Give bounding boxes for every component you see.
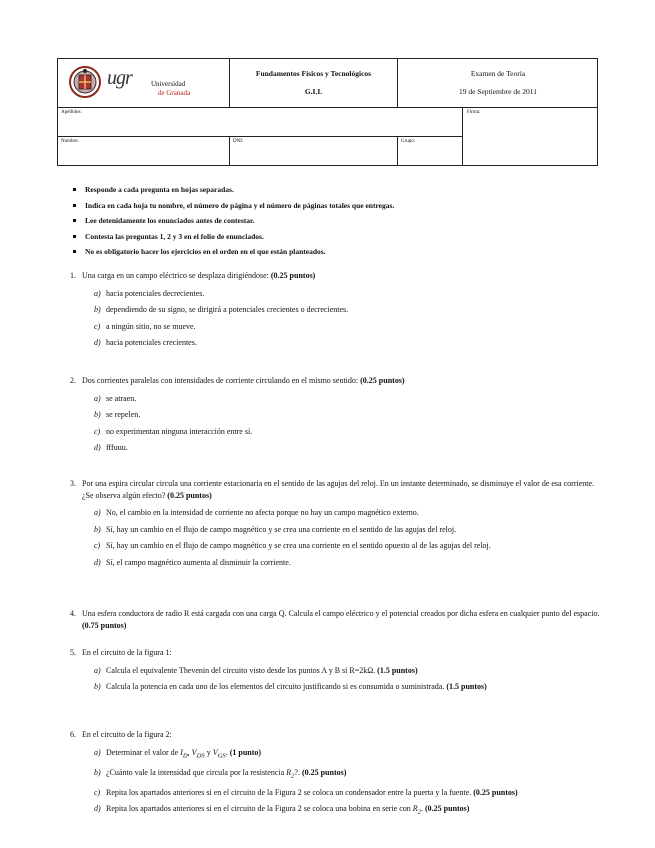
option-a[interactable]	[94, 288, 600, 299]
apellidos-field[interactable]: Apellidos:	[61, 110, 82, 115]
header-divider	[58, 107, 597, 108]
option-letter: b)	[94, 524, 101, 534]
instruction-item: Responde a cada pregunta en hojas separadas.	[73, 184, 593, 200]
option-b[interactable]	[94, 524, 600, 535]
option-letter: c)	[94, 426, 101, 436]
question-statement: Dos corrientes paralelas con intensidades de corriente circulando en el mismo sentido:	[82, 376, 359, 385]
option-letter: d)	[94, 338, 101, 347]
option-a[interactable]	[94, 665, 600, 676]
question-text	[82, 270, 600, 282]
math-separator: y	[204, 747, 213, 757]
question-text	[82, 647, 600, 659]
grupo-field[interactable]: Grupo:	[401, 139, 416, 144]
math-subscript: 2	[417, 808, 421, 816]
question-number: 3.	[70, 479, 76, 488]
option-letter: a)	[94, 665, 101, 675]
question-text	[82, 375, 600, 387]
option-letter: a)	[94, 508, 101, 517]
exam-type: Examen de Teoría	[470, 69, 526, 78]
option-text: ?.	[294, 767, 300, 777]
option-letter: b)	[94, 767, 101, 777]
question-number: 4.	[70, 609, 76, 618]
exam-header-table	[57, 58, 598, 166]
option-text: Sí, hay un cambio en el flujo de campo magnético y se crea una corriente en el sentido opuesto al de las agujas del reloj.	[106, 541, 491, 550]
university-crest-icon	[67, 65, 103, 99]
option-a[interactable]	[94, 393, 600, 404]
dni-field[interactable]: DNI:	[233, 139, 244, 144]
math-symbol: R	[286, 767, 292, 777]
question-statement: Una esfera conductora de radio R está cargada con una carga Q. Calcula el campo eléctrico y el potencial creados por dicha esfera en cualquier punto del espacio.	[82, 609, 600, 618]
question-4	[70, 608, 600, 631]
question-text	[82, 608, 600, 631]
option-points: (1.5 puntos)	[446, 682, 487, 691]
option-text: No, el cambio en la intensidad de corriente no afecta porque no hay un campo magnético externo.	[106, 508, 419, 517]
university-name-line1: Universidad	[151, 80, 186, 88]
options-list	[94, 507, 600, 568]
option-text: Calcula la potencia en cada uno de los elementos del circuito justificando si es consumida o suministrada.	[106, 682, 445, 691]
question-statement: En el circuito de la figura 2:	[82, 730, 172, 739]
question-statement: Por una espira circular circula una corriente estacionaria en el sentido de las agujas del reloj. En un instante determinado, se disminuye el valor de esa corriente. ¿Se observa algún efecto?	[82, 479, 595, 500]
course-code: G.I.I.	[304, 87, 323, 96]
option-c[interactable]	[94, 787, 600, 798]
option-points: (1 punto)	[229, 747, 262, 757]
header-divider	[462, 107, 463, 165]
question-number: 1.	[70, 271, 76, 280]
options-list	[94, 393, 600, 454]
option-letter: d)	[94, 804, 101, 814]
option-a[interactable]	[94, 507, 600, 518]
question-points: (0.25 puntos)	[270, 271, 316, 280]
option-text: se atraen.	[106, 393, 137, 403]
instruction-item: Indica en cada hoja tu nombre, el número de página y el número de páginas totales que entregas.	[73, 200, 593, 216]
option-letter: c)	[94, 541, 101, 550]
option-text: no experimentan ninguna interacción entre sí.	[106, 426, 253, 436]
option-a[interactable]	[94, 747, 600, 762]
option-text: hacia potenciales crecientes.	[106, 338, 197, 347]
math-id	[180, 747, 188, 760]
option-text: Calcula el equivalente Thevenin del circuito visto desde los puntos A y B si R=2kΩ.	[106, 665, 376, 675]
option-points: (1.5 puntos)	[377, 665, 418, 675]
option-letter: b)	[94, 682, 101, 691]
instruction-item: Lee detenidamente los enunciados antes de contestar.	[73, 215, 593, 231]
option-text: .	[225, 747, 228, 757]
math-subscript: DS	[196, 752, 205, 760]
option-points: (0.25 puntos)	[425, 804, 470, 814]
option-letter: b)	[94, 410, 101, 419]
option-text: Repita los apartados anteriores si en el circuito de la Figura 2 se coloca un condensador entre la puerta y la fuente.	[106, 787, 472, 797]
options-list	[94, 747, 600, 818]
instruction-item: Contesta las preguntas 1, 2 y 3 en el folio de enunciados.	[73, 231, 593, 247]
options-list	[94, 665, 600, 693]
firma-field[interactable]: Firma:	[467, 110, 481, 115]
math-subscript: GS	[217, 752, 226, 760]
nombre-field[interactable]: Nombre:	[61, 139, 79, 144]
option-text: hacia potenciales decrecientes.	[106, 288, 205, 298]
question-number: 2.	[70, 376, 76, 385]
question-3	[70, 478, 600, 573]
math-symbol: V	[212, 747, 218, 757]
instruction-item: No es obligatorio hacer los ejercicios en el orden en el que están planteados.	[73, 246, 593, 262]
option-points: (0.25 puntos)	[473, 787, 518, 797]
option-letter: d)	[94, 557, 101, 567]
option-d[interactable]	[94, 557, 600, 568]
instructions-list	[73, 184, 593, 262]
question-text	[82, 478, 600, 501]
option-d[interactable]	[94, 803, 600, 818]
option-letter: c)	[94, 321, 101, 331]
option-text: Repita los apartados anteriores si en el circuito de la Figura 2 se coloca una bobina en serie con	[106, 804, 411, 814]
option-c[interactable]	[94, 540, 600, 551]
question-number: 6.	[70, 730, 76, 739]
option-points: (0.25 puntos)	[301, 767, 347, 777]
options-list	[94, 288, 600, 349]
option-c[interactable]	[94, 321, 600, 332]
math-symbol: R	[412, 804, 418, 814]
option-b[interactable]	[94, 767, 600, 782]
option-text: a ningún sitio, no se mueve.	[106, 321, 196, 331]
math-r2	[412, 804, 421, 816]
question-points: (0.75 puntos)	[82, 620, 127, 630]
question-number: 5.	[70, 648, 76, 657]
header-divider	[397, 136, 398, 165]
option-text: ¿Cuánto vale la intensidad que circula por la resistencia	[106, 767, 285, 777]
option-letter: a)	[94, 747, 101, 757]
course-title: Fundamentos Físicos y Tecnológicos	[255, 69, 372, 78]
math-symbol: V	[191, 747, 197, 757]
option-letter: d)	[94, 443, 101, 452]
question-2	[70, 375, 600, 459]
math-vgs	[212, 747, 226, 760]
option-b[interactable]	[94, 304, 600, 315]
math-vds	[191, 747, 205, 760]
option-letter: b)	[94, 305, 101, 314]
exam-date: 19 de Septiembre de 2011	[458, 87, 538, 96]
ugr-wordmark: ugr	[107, 67, 132, 89]
option-text: .	[421, 804, 423, 814]
question-1	[70, 270, 600, 354]
question-points: (0.25 puntos)	[360, 376, 405, 385]
option-d[interactable]	[94, 442, 600, 453]
option-letter: a)	[94, 288, 101, 298]
header-divider	[229, 136, 230, 165]
option-c[interactable]	[94, 426, 600, 437]
option-text: fffuuu.	[106, 443, 128, 452]
option-letter: a)	[94, 393, 101, 403]
question-6	[70, 729, 600, 823]
math-separator: ,	[187, 747, 192, 757]
option-d[interactable]	[94, 337, 600, 348]
option-text: Sí, el campo magnético aumenta al disminuir la corriente.	[106, 557, 291, 567]
math-subscript: D	[182, 752, 188, 760]
option-text: Determinar el valor de	[106, 747, 179, 757]
university-name-line2: de Granada	[158, 89, 191, 97]
math-subscript: 2	[291, 772, 295, 780]
option-text: Sí, hay un cambio en el flujo de campo magnético y se crea una corriente en el sentido de las agujas del reloj.	[106, 524, 457, 534]
exam-info-cell	[398, 69, 598, 96]
question-5	[70, 647, 600, 698]
option-b[interactable]	[94, 409, 600, 420]
header-divider	[58, 136, 462, 137]
option-b[interactable]	[94, 681, 600, 692]
course-title-cell	[230, 69, 397, 96]
university-logo	[67, 65, 227, 101]
option-text: se repelen.	[106, 410, 141, 419]
question-statement: En el circuito de la figura 1:	[82, 648, 172, 657]
question-statement: Una carga en un campo eléctrico se desplaza dirigiéndose:	[82, 271, 269, 280]
question-text	[82, 729, 600, 741]
option-text: dependiendo de su signo, se dirigirá a potenciales crecientes o decrecientes.	[106, 305, 349, 314]
math-symbol: I	[180, 747, 183, 757]
question-points: (0.25 puntos)	[167, 490, 212, 500]
option-letter: c)	[94, 787, 101, 797]
